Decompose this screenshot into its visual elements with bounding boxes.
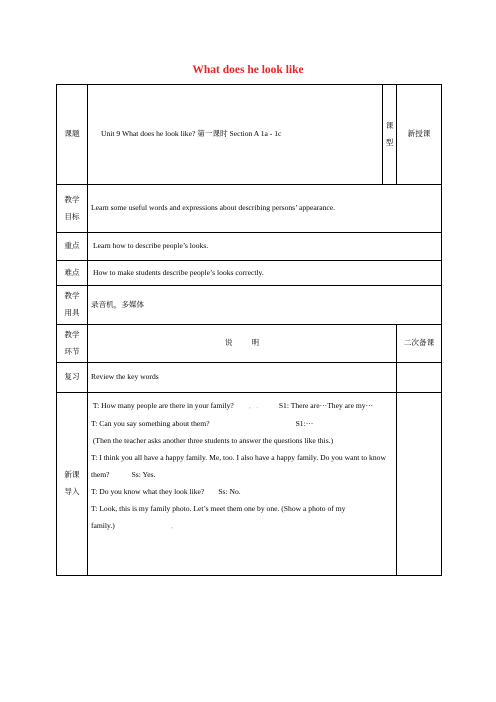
intro-line-2-text: S1: There are···They are my··· [278, 401, 374, 410]
row-difficult [57, 261, 442, 286]
intro-line-10 [91, 500, 393, 535]
type-label-line-1: 课 [385, 120, 394, 130]
topic-text: Unit 9 What does he look like? 第一课时 Section A 1a - 1c [101, 129, 282, 139]
row-key [57, 233, 442, 261]
intro-line-8-text: T: Do you know what they look like? [91, 487, 205, 496]
intro-line-6 [91, 449, 393, 483]
tools-content: 录音机，多媒体 [88, 286, 442, 325]
intro-line-7-text: Ss: Yes. [131, 470, 156, 479]
intro-line-5 [91, 432, 393, 449]
row-intro [57, 393, 442, 576]
intro-extra [397, 393, 442, 576]
stage-label-line-1: 教学 [64, 329, 80, 339]
review-content: Review the key words [88, 363, 397, 393]
stage-content [88, 325, 397, 363]
difficult-label: 难点 [57, 261, 88, 286]
type-value: 新授课 [397, 85, 442, 185]
intro-line-9-text: Ss: No. [218, 487, 241, 496]
intro-line-1-text: T: How many people are there in your family? [92, 401, 234, 410]
row-topic [57, 85, 442, 185]
difficult-content [88, 261, 442, 286]
intro-content [88, 393, 397, 576]
intro-line-5-text: (Then the teacher asks another three students to answer the questions like this.) [92, 436, 334, 445]
row-tools [57, 286, 442, 325]
intro-line-1 [91, 397, 393, 415]
key-text: Learn how to describe people’s looks. [93, 241, 209, 251]
tools-label-line-2: 用具 [64, 308, 80, 317]
intro-line-8 [91, 483, 393, 500]
review-extra [397, 363, 442, 393]
tools-label-line-1: 教学 [64, 291, 80, 301]
intro-label-line-2: 导入 [64, 487, 80, 496]
intro-line-10-text: T: Look, this is my family photo. Let’s meet them one by one. (Show a photo of my family.) [91, 504, 346, 530]
goal-label [57, 185, 88, 233]
intro-label [57, 393, 88, 576]
intro-line-10-mark: , [114, 522, 175, 530]
stage-text: 说 明 [224, 338, 260, 348]
topic-content [88, 85, 383, 185]
difficult-text: How to make students describe people’s looks correctly. [93, 267, 264, 277]
tools-label [57, 286, 88, 325]
intro-line-1-mark: , . [233, 402, 279, 410]
lesson-plan-table [56, 84, 442, 576]
type-label [383, 85, 397, 185]
intro-line-3 [91, 415, 393, 432]
key-content [88, 233, 442, 261]
review-label: 复习 [57, 363, 88, 393]
intro-line-3-text: T: Can you say something about them? [91, 419, 210, 428]
intro-label-line-1: 新课 [64, 470, 80, 480]
intro-line-4-text: S1:··· [295, 419, 314, 428]
stage-label [57, 325, 88, 363]
goal-label-line-2: 目标 [64, 211, 80, 221]
stage-label-line-2: 环节 [64, 346, 80, 356]
row-stage [57, 325, 442, 363]
intro-line-6-text: T: I think you all have a happy family. Me, too. I also have a happy family. Do you want to know them? [91, 453, 386, 479]
document-title: What does he look like [192, 64, 304, 76]
goal-content: Learn some useful words and expressions about describing persons’ appearance. [88, 185, 442, 233]
goal-label-line-1: 教学 [64, 194, 80, 204]
key-label: 重点 [57, 233, 88, 261]
row-review [57, 363, 442, 393]
type-label-line-2: 型 [385, 137, 394, 147]
stage-extra: 二次备课 [397, 325, 442, 363]
topic-label: 课题 [57, 85, 88, 185]
row-goal [57, 185, 442, 233]
